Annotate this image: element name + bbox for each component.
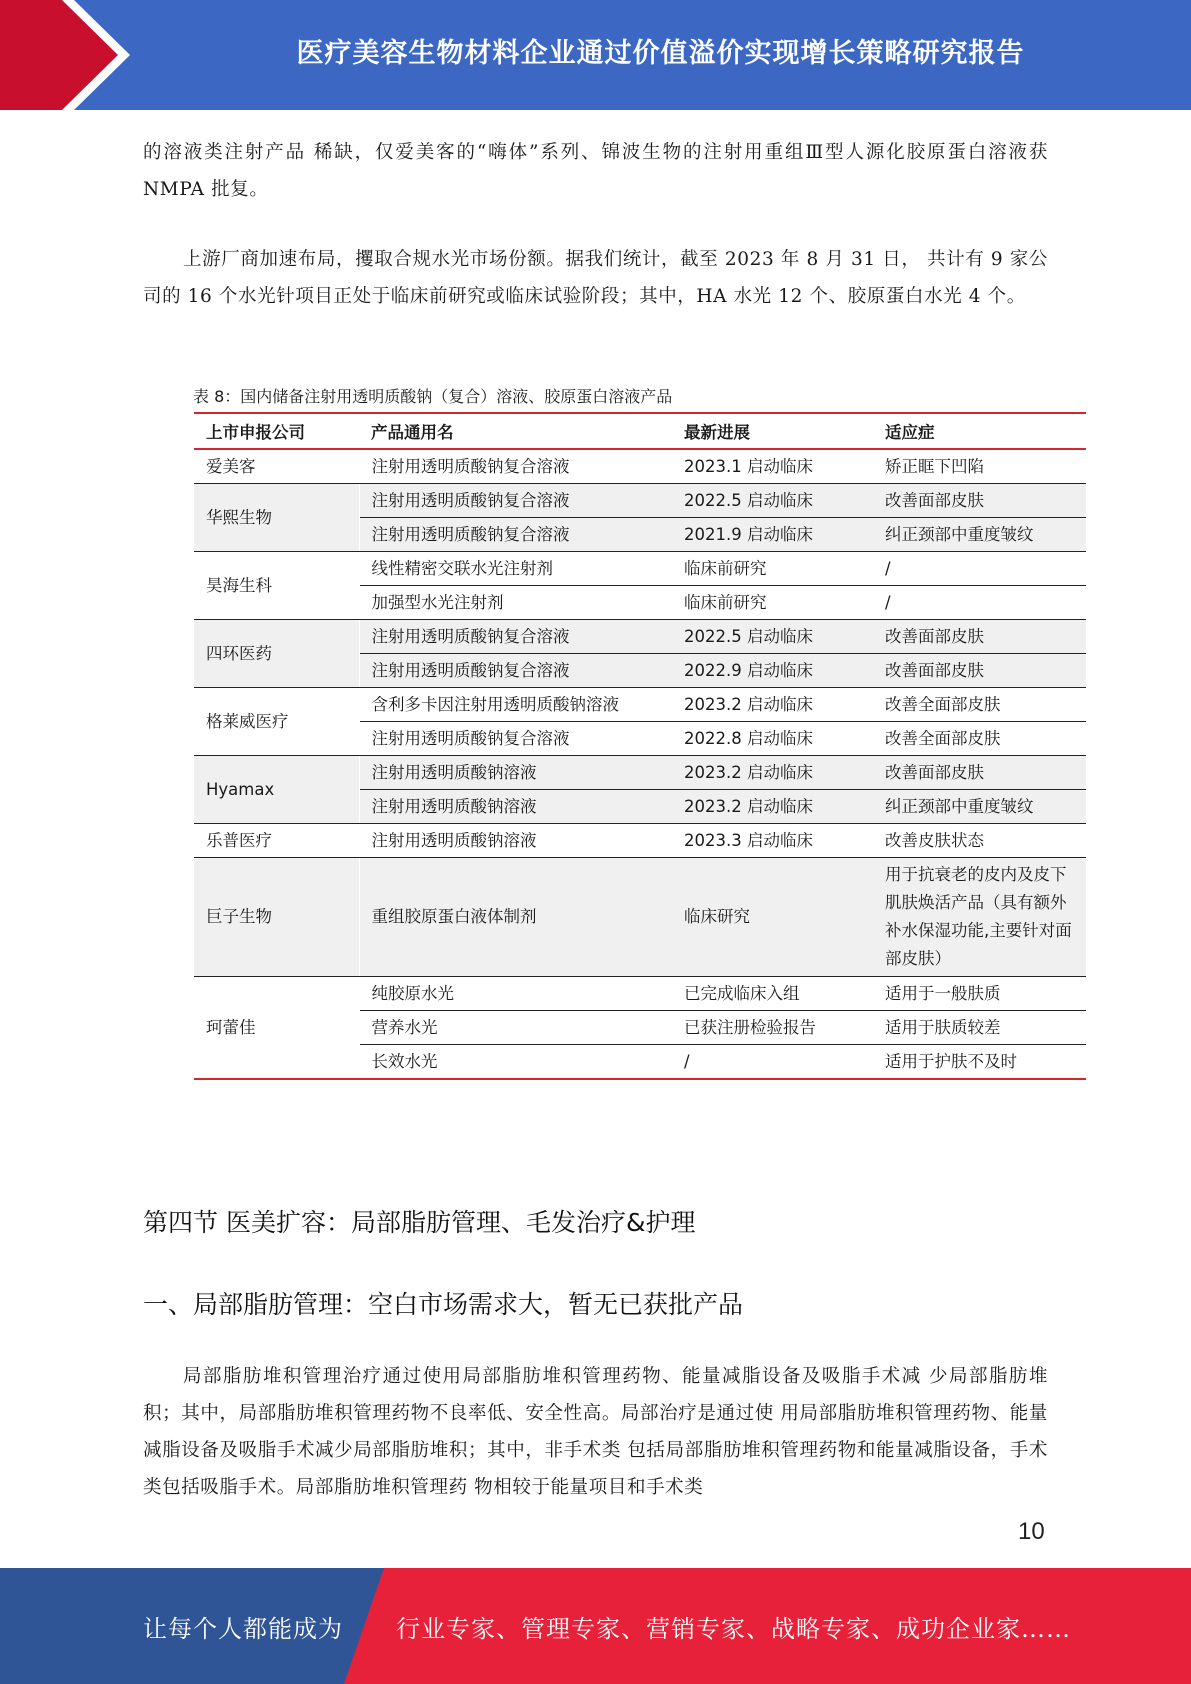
page-number: 10: [1018, 1518, 1045, 1545]
indication-cell: 改善皮肤状态: [873, 824, 1086, 858]
table-header-row: [194, 413, 1086, 449]
progress-cell: 2021.9 启动临床: [672, 518, 873, 552]
table-row: [194, 484, 1086, 518]
company-cell: 珂蕾佳: [194, 977, 359, 1080]
indication-cell: 纠正颈部中重度皱纹: [873, 790, 1086, 824]
table-row: [194, 977, 1086, 1011]
subsection-heading: 一、局部脂肪管理：空白市场需求大，暂无已获批产品: [143, 1290, 744, 1319]
footer-slogan-right: 行业专家、管理专家、营销专家、战略专家、成功企业家……: [396, 1614, 1071, 1643]
product-cell: 注射用透明质酸钠溶液: [359, 756, 672, 790]
paragraph-intro: 的溶液类注射产品 稀缺，仅爱美客的“嗨体”系列、锦波生物的注射用重组Ⅲ型人源化胶原蛋白溶液获 NMPA 批复。: [143, 142, 1048, 200]
progress-cell: /: [672, 1045, 873, 1080]
progress-cell: 临床前研究: [672, 552, 873, 586]
company-cell: 格莱威医疗: [194, 688, 359, 756]
indication-cell: 适用于护肤不及时: [873, 1045, 1086, 1080]
company-cell: 乐普医疗: [194, 824, 359, 858]
column-header-product: 产品通用名: [359, 413, 672, 449]
company-cell: 四环医药: [194, 620, 359, 688]
progress-cell: 2023.2 启动临床: [672, 756, 873, 790]
product-cell: 注射用透明质酸钠溶液: [359, 790, 672, 824]
header-arrow-graphic: [0, 0, 160, 110]
table-caption: 表 8：国内储备注射用透明质酸钠（复合）溶液、胶原蛋白溶液产品: [193, 387, 673, 406]
progress-cell: 已获注册检验报告: [672, 1011, 873, 1045]
table-row: [194, 824, 1086, 858]
table-row: [194, 858, 1086, 977]
indication-cell: 改善面部皮肤: [873, 620, 1086, 654]
progress-cell: 2023.2 启动临床: [672, 790, 873, 824]
column-header-progress: 最新进展: [672, 413, 873, 449]
progress-cell: 已完成临床入组: [672, 977, 873, 1011]
paragraph-fat-management: 局部脂肪堆积管理治疗通过使用局部脂肪堆积管理药物、能量减脂设备及吸脂手术减 少局部脂肪堆积；其中，局部脂肪堆积管理药物不良率低、安全性高。局部治疗是通过使 用局部脂肪堆积管理药物、能量减脂设备及吸脂手术减少局部脂肪堆积；其中，非手术类 包括局部脂肪堆积管理药物和能量减脂设备，手术类包括吸脂手术。局部脂肪堆积管理药 物相较于能量项目和手术类: [143, 1366, 1048, 1498]
product-cell: 重组胶原蛋白液体制剂: [359, 858, 672, 977]
progress-cell: 临床研究: [672, 858, 873, 977]
product-cell: 注射用透明质酸钠复合溶液: [359, 620, 672, 654]
product-cell: 长效水光: [359, 1045, 672, 1080]
paragraph-upstream: 上游厂商加速布局，攫取合规水光市场份额。据我们统计，截至 2023 年 8 月 31 日， 共计有 9 家公司的 16 个水光针项目正处于临床前研究或临床试验阶段；其中，HA 水光 12 个、胶原蛋白水光 4 个。: [143, 249, 1048, 307]
product-cell: 注射用透明质酸钠复合溶液: [359, 654, 672, 688]
company-cell: 巨子生物: [194, 858, 359, 977]
product-cell: 注射用透明质酸钠复合溶液: [359, 722, 672, 756]
indication-cell: 改善面部皮肤: [873, 484, 1086, 518]
column-header-company: 上市申报公司: [194, 413, 359, 449]
table-row: [194, 756, 1086, 790]
company-cell: Hyamax: [194, 756, 359, 824]
progress-cell: 2022.5 启动临床: [672, 620, 873, 654]
company-cell: 华熙生物: [194, 484, 359, 552]
section-heading: 第四节 医美扩容：局部脂肪管理、毛发治疗&护理: [143, 1208, 696, 1237]
product-cell: 营养水光: [359, 1011, 672, 1045]
page-footer: [0, 1568, 1191, 1684]
indication-cell: 适用于肤质较差: [873, 1011, 1086, 1045]
indication-cell: 改善全面部皮肤: [873, 688, 1086, 722]
report-title: 医疗美容生物材料企业通过价值溢价实现增长策略研究报告: [296, 37, 1025, 69]
indication-cell: /: [873, 586, 1086, 620]
progress-cell: 2023.3 启动临床: [672, 824, 873, 858]
product-cell: 注射用透明质酸钠复合溶液: [359, 449, 672, 484]
progress-cell: 2023.2 启动临床: [672, 688, 873, 722]
table-row: [194, 620, 1086, 654]
column-header-indication: 适应症: [873, 413, 1086, 449]
table-row: [194, 449, 1086, 484]
indication-cell: 矫正眶下凹陷: [873, 449, 1086, 484]
table-row: [194, 688, 1086, 722]
progress-cell: 2022.5 启动临床: [672, 484, 873, 518]
product-cell: 纯胶原水光: [359, 977, 672, 1011]
company-cell: 昊海生科: [194, 552, 359, 620]
progress-cell: 2022.9 启动临床: [672, 654, 873, 688]
product-cell: 注射用透明质酸钠溶液: [359, 824, 672, 858]
progress-cell: 2023.1 启动临床: [672, 449, 873, 484]
page-header: [0, 0, 1191, 110]
product-table: [194, 412, 1086, 1080]
product-cell: 含利多卡因注射用透明质酸钠溶液: [359, 688, 672, 722]
product-cell: 加强型水光注射剂: [359, 586, 672, 620]
product-cell: 注射用透明质酸钠复合溶液: [359, 518, 672, 552]
indication-cell: 改善面部皮肤: [873, 654, 1086, 688]
footer-slogan-left: 让每个人都能成为: [143, 1614, 343, 1643]
product-table-container: [194, 412, 1086, 1080]
progress-cell: 临床前研究: [672, 586, 873, 620]
product-cell: 线性精密交联水光注射剂: [359, 552, 672, 586]
indication-cell: 改善全面部皮肤: [873, 722, 1086, 756]
indication-cell: 改善面部皮肤: [873, 756, 1086, 790]
indication-cell: 用于抗衰老的皮内及皮下肌肤焕活产品（具有额外补水保湿功能,主要针对面部皮肤）: [873, 858, 1086, 977]
progress-cell: 2022.8 启动临床: [672, 722, 873, 756]
company-cell: 爱美客: [194, 449, 359, 484]
indication-cell: 适用于一般肤质: [873, 977, 1086, 1011]
table-row: [194, 552, 1086, 586]
indication-cell: /: [873, 552, 1086, 586]
product-cell: 注射用透明质酸钠复合溶液: [359, 484, 672, 518]
indication-cell: 纠正颈部中重度皱纹: [873, 518, 1086, 552]
